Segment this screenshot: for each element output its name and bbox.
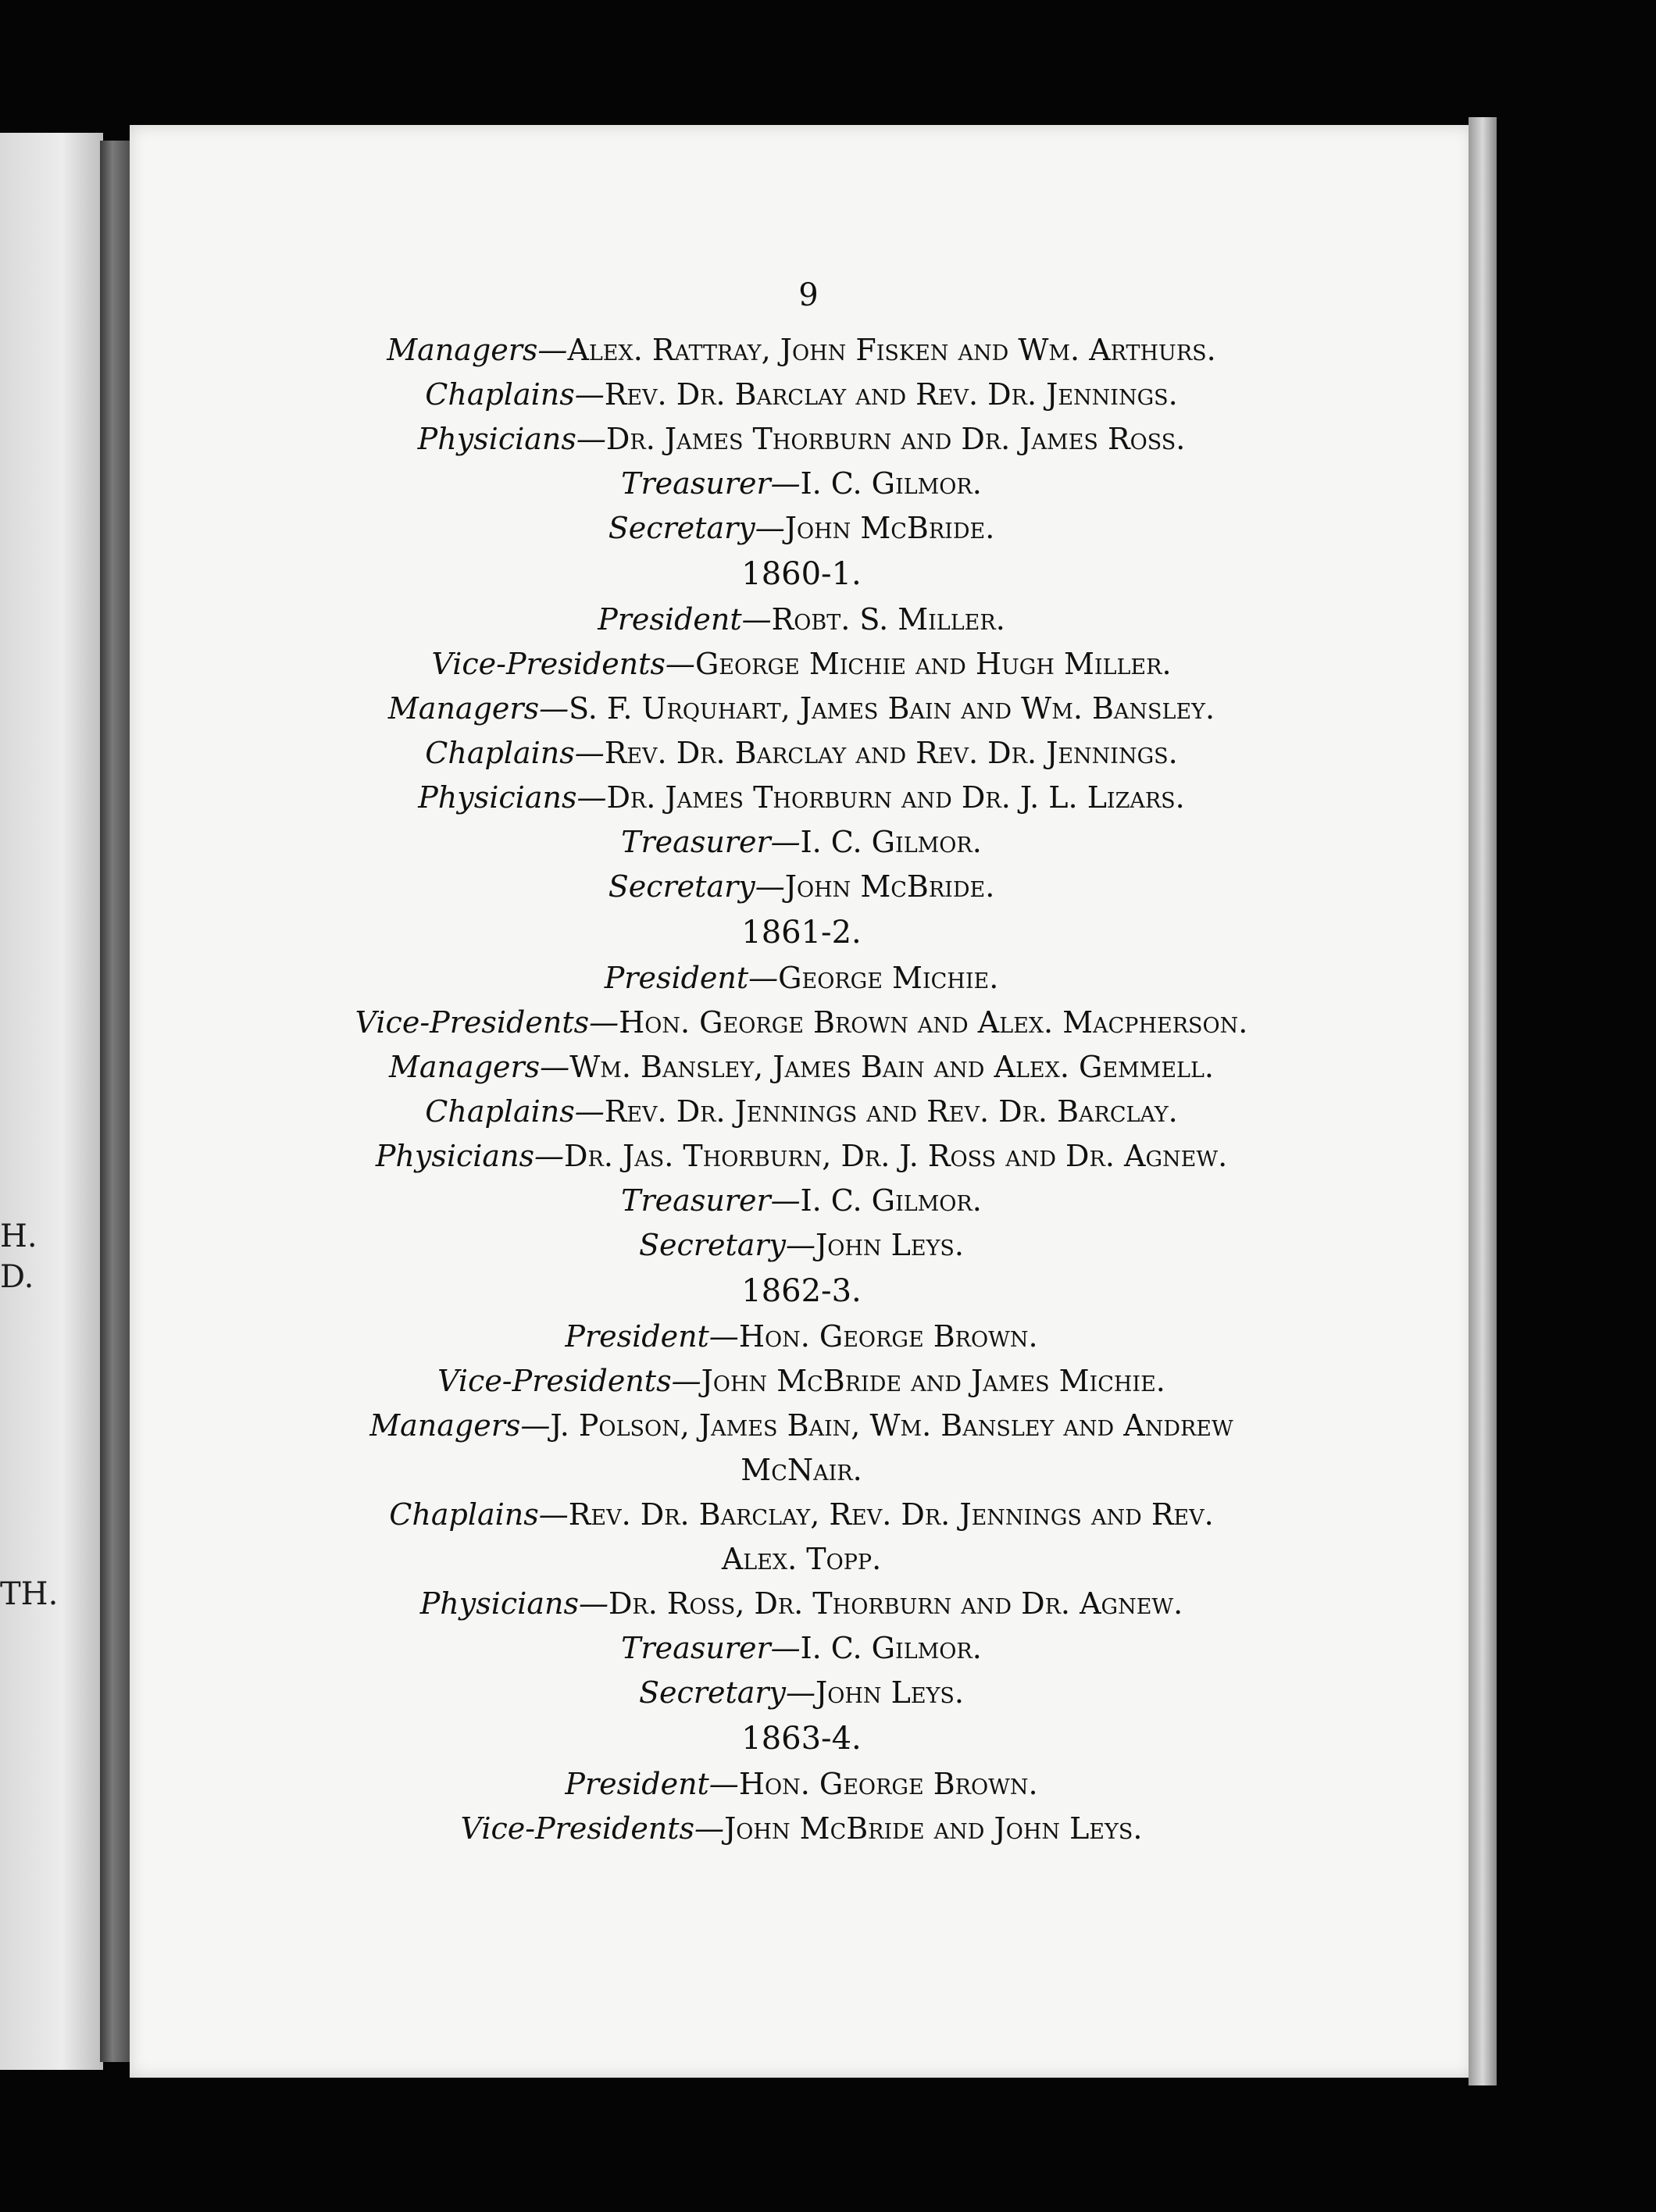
office-line xyxy=(130,820,1473,865)
office-line xyxy=(130,956,1473,1001)
year-heading: 1861-2. xyxy=(741,915,862,951)
office-holders: I. C. Gilmor. xyxy=(800,466,982,501)
office-holders: John McBride and John Leys. xyxy=(724,1811,1143,1846)
office-line xyxy=(130,1001,1473,1045)
office-title: Chaplains— xyxy=(425,736,605,770)
office-title: Managers— xyxy=(387,333,568,367)
office-title: Secretary— xyxy=(639,1675,816,1710)
office-line xyxy=(130,1404,1473,1448)
year-heading: 1860-1. xyxy=(741,556,862,592)
office-title: Physicians— xyxy=(418,780,607,815)
office-holders: John McBride. xyxy=(784,511,995,545)
office-title: Chaplains— xyxy=(425,1094,605,1129)
office-line xyxy=(130,1090,1473,1134)
office-title: Secretary— xyxy=(608,869,785,904)
page-content xyxy=(130,273,1473,1851)
continuation-line: McNair. xyxy=(741,1453,862,1487)
office-title: President— xyxy=(565,1319,739,1354)
office-title: Physicians— xyxy=(419,1586,609,1621)
office-holders: George Michie. xyxy=(778,961,999,995)
office-holders: Alex. Rattray, John Fisken and Wm. Arthurs. xyxy=(567,333,1216,367)
office-title: Secretary— xyxy=(608,511,785,545)
office-title: President— xyxy=(598,602,772,637)
office-line xyxy=(130,865,1473,909)
office-line xyxy=(130,1582,1473,1626)
year-heading: 1862-3. xyxy=(741,1273,862,1309)
office-holders: I. C. Gilmor. xyxy=(800,1183,982,1218)
book-page xyxy=(130,125,1473,2078)
office-line xyxy=(130,1626,1473,1671)
office-title: Chaplains— xyxy=(389,1497,569,1532)
office-line xyxy=(130,1671,1473,1715)
left-page-fragment: H. xyxy=(0,1218,37,1254)
office-title: Chaplains— xyxy=(425,377,605,412)
office-holders: John McBride. xyxy=(784,869,995,904)
office-title: Vice-Presidents— xyxy=(460,1811,725,1846)
office-holders: Rev. Dr. Barclay, Rev. Dr. Jennings and Rev. xyxy=(568,1497,1214,1532)
office-line xyxy=(130,1045,1473,1090)
office-line xyxy=(130,506,1473,551)
book-gutter xyxy=(100,141,131,2062)
office-title: Treasurer— xyxy=(621,466,801,501)
office-holders: Hon. George Brown and Alex. Macpherson. xyxy=(619,1005,1248,1040)
office-title: Physicians— xyxy=(417,422,606,456)
office-holders: John Leys. xyxy=(816,1675,964,1710)
office-line xyxy=(130,776,1473,820)
office-line xyxy=(130,1179,1473,1223)
office-title: Physicians— xyxy=(375,1139,565,1173)
office-holders: I. C. Gilmor. xyxy=(800,825,982,859)
office-holders: J. Polson, James Bain, Wm. Bansley and Andrew xyxy=(550,1408,1233,1443)
left-page-fragment: D. xyxy=(0,1259,34,1295)
office-holders: Dr. James Thorburn and Dr. J. L. Lizars. xyxy=(606,780,1185,815)
office-title: President— xyxy=(565,1767,739,1801)
office-holders: Wm. Bansley, James Bain and Alex. Gemmell. xyxy=(569,1050,1214,1084)
office-title: President— xyxy=(604,961,779,995)
office-title: Treasurer— xyxy=(621,825,801,859)
office-holders: Robt. S. Miller. xyxy=(771,602,1005,637)
left-page-edge xyxy=(0,133,103,2070)
office-holders: Dr. James Thorburn and Dr. James Ross. xyxy=(605,422,1186,456)
office-title: Vice-Presidents— xyxy=(431,647,695,681)
office-line xyxy=(130,373,1473,417)
office-title: Managers— xyxy=(369,1408,551,1443)
left-page-fragment: TH. xyxy=(0,1576,59,1612)
office-line xyxy=(130,1762,1473,1807)
office-holders: Hon. George Brown. xyxy=(738,1319,1038,1354)
office-holders: S. F. Urquhart, James Bain and Wm. Bansley. xyxy=(569,691,1215,726)
office-title: Vice-Presidents— xyxy=(355,1005,619,1040)
office-title: Managers— xyxy=(387,691,569,726)
office-holders: Dr. Ross, Dr. Thorburn and Dr. Agnew. xyxy=(608,1586,1183,1621)
office-title: Vice-Presidents— xyxy=(437,1364,701,1398)
office-line xyxy=(130,687,1473,731)
office-holders: George Michie and Hugh Miller. xyxy=(694,647,1172,681)
office-holders: Rev. Dr. Jennings and Rev. Dr. Barclay. xyxy=(604,1094,1178,1129)
office-line xyxy=(130,417,1473,462)
office-line xyxy=(130,731,1473,776)
office-line xyxy=(130,1807,1473,1851)
page-right-edge xyxy=(1469,117,1497,2085)
year-heading: 1863-4. xyxy=(741,1721,862,1757)
office-line xyxy=(130,598,1473,642)
office-title: Managers— xyxy=(389,1050,570,1084)
office-line xyxy=(130,1315,1473,1359)
office-line xyxy=(130,1134,1473,1179)
office-holders: John McBride and James Michie. xyxy=(701,1364,1165,1398)
office-holders: Rev. Dr. Barclay and Rev. Dr. Jennings. xyxy=(604,736,1178,770)
office-line xyxy=(130,328,1473,373)
office-holders: I. C. Gilmor. xyxy=(800,1631,982,1665)
office-holders: Hon. George Brown. xyxy=(738,1767,1038,1801)
office-holders: Rev. Dr. Barclay and Rev. Dr. Jennings. xyxy=(604,377,1178,412)
continuation-line: Alex. Topp. xyxy=(721,1542,882,1576)
office-line xyxy=(130,642,1473,687)
office-line xyxy=(130,1493,1473,1537)
office-holders: Dr. Jas. Thorburn, Dr. J. Ross and Dr. Agnew. xyxy=(564,1139,1228,1173)
office-line xyxy=(130,462,1473,506)
office-line xyxy=(130,1223,1473,1268)
office-title: Secretary— xyxy=(639,1228,816,1262)
page-number: 9 xyxy=(798,277,819,313)
office-title: Treasurer— xyxy=(621,1631,801,1665)
office-holders: John Leys. xyxy=(816,1228,964,1262)
office-title: Treasurer— xyxy=(621,1183,801,1218)
office-line xyxy=(130,1359,1473,1404)
